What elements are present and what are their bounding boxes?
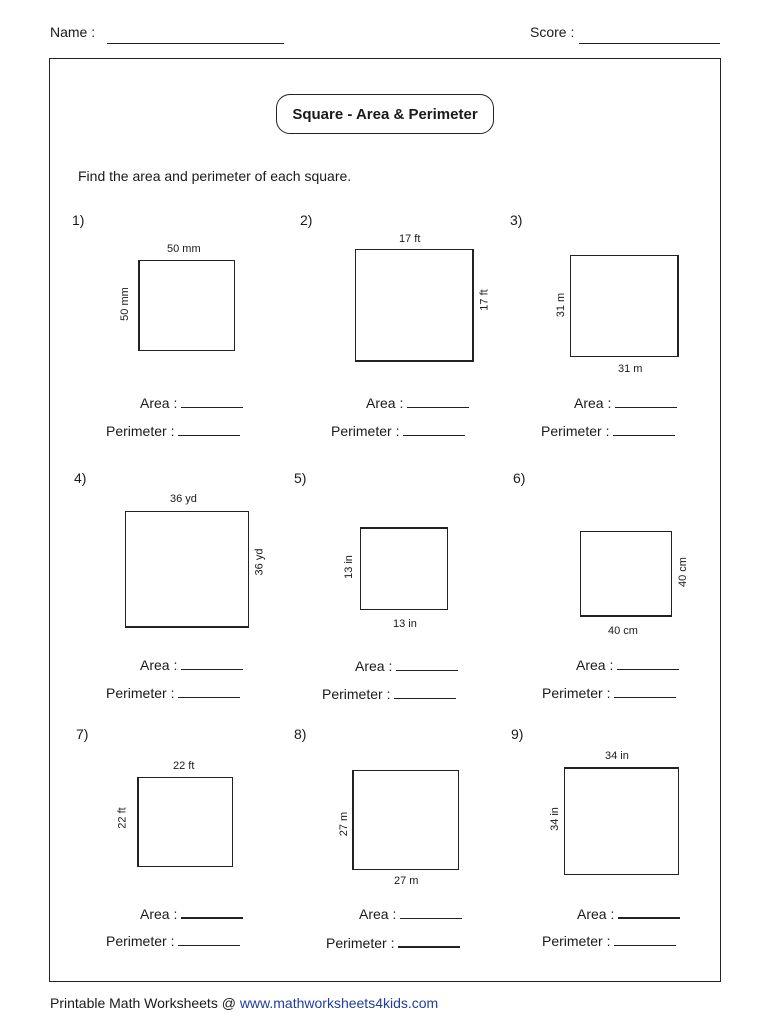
top-dimension: 50 mm [167, 243, 201, 255]
side-dimension: 31 m [555, 292, 568, 318]
footer-link[interactable]: www.mathworksheets4kids.com [239, 995, 439, 1011]
top-dimension: 17 ft [399, 233, 421, 245]
problem-number: 8) [294, 726, 307, 742]
problem-number: 1) [72, 212, 85, 228]
area-label: Area : [574, 395, 612, 411]
problem-number: 2) [300, 212, 313, 228]
score-label: Score : [530, 24, 575, 40]
problem-number: 3) [510, 212, 523, 228]
side-dimension: 27 m [338, 811, 351, 837]
area-label: Area : [140, 395, 178, 411]
bottom-dimension: 13 in [393, 618, 417, 630]
perimeter-blank[interactable] [394, 684, 456, 699]
name-field[interactable] [107, 43, 284, 44]
square-shape [125, 511, 249, 628]
side-dimension: 22 ft [116, 807, 129, 829]
area-label: Area : [359, 906, 397, 922]
square-shape [352, 770, 459, 870]
footer [50, 995, 438, 1011]
perimeter-label: Perimeter : [106, 685, 175, 701]
area-answer [140, 655, 243, 673]
square-shape [355, 249, 474, 362]
area-blank[interactable] [181, 903, 243, 919]
score-field[interactable] [579, 43, 720, 44]
side-dimension: 40 cm [676, 557, 689, 587]
perimeter-answer [106, 683, 240, 701]
square-shape [360, 527, 448, 610]
perimeter-answer [542, 683, 676, 701]
perimeter-answer [542, 931, 676, 949]
top-dimension: 22 ft [173, 760, 195, 772]
area-blank[interactable] [181, 393, 243, 408]
perimeter-blank[interactable] [178, 421, 240, 436]
perimeter-blank[interactable] [178, 683, 240, 698]
area-blank[interactable] [181, 655, 243, 670]
perimeter-blank[interactable] [614, 931, 676, 946]
top-dimension: 36 yd [170, 493, 197, 505]
area-answer [366, 393, 469, 411]
square-shape [564, 767, 679, 875]
problem-number: 6) [513, 470, 526, 486]
perimeter-label: Perimeter : [322, 686, 391, 702]
bottom-dimension: 40 cm [608, 625, 638, 637]
perimeter-label: Perimeter : [106, 933, 175, 949]
area-label: Area : [366, 395, 404, 411]
bottom-dimension: 31 m [618, 363, 643, 375]
perimeter-label: Perimeter : [326, 935, 395, 951]
area-answer [577, 903, 680, 922]
problem-number: 7) [76, 726, 89, 742]
perimeter-blank[interactable] [403, 421, 465, 436]
side-dimension: 13 in [342, 555, 355, 579]
perimeter-label: Perimeter : [331, 423, 400, 439]
perimeter-answer [326, 932, 460, 951]
perimeter-blank[interactable] [398, 932, 460, 948]
footer-text: Printable Math Worksheets @ [50, 995, 240, 1011]
area-answer [140, 903, 243, 922]
instructions: Find the area and perimeter of each square. [78, 168, 352, 184]
area-answer [576, 655, 679, 673]
area-answer [359, 904, 462, 922]
perimeter-blank[interactable] [178, 931, 240, 946]
perimeter-answer [331, 421, 465, 439]
area-answer [355, 656, 458, 674]
perimeter-answer [322, 684, 456, 702]
problem-number: 4) [74, 470, 87, 486]
area-label: Area : [576, 657, 614, 673]
side-dimension: 50 mm [118, 287, 131, 321]
perimeter-label: Perimeter : [542, 685, 611, 701]
perimeter-blank[interactable] [613, 421, 675, 436]
area-label: Area : [577, 906, 615, 922]
side-dimension: 36 yd [253, 548, 266, 576]
top-dimension: 34 in [605, 750, 629, 762]
bottom-dimension: 27 m [394, 875, 419, 887]
side-dimension: 17 ft [478, 289, 491, 311]
perimeter-label: Perimeter : [542, 933, 611, 949]
area-blank[interactable] [617, 655, 679, 670]
problem-number: 9) [511, 726, 524, 742]
perimeter-answer [541, 421, 675, 439]
square-shape [580, 531, 672, 617]
square-shape [570, 255, 679, 357]
area-label: Area : [355, 658, 393, 674]
perimeter-label: Perimeter : [541, 423, 610, 439]
square-shape [137, 777, 233, 867]
area-blank[interactable] [400, 904, 462, 919]
square-shape [138, 260, 235, 351]
perimeter-label: Perimeter : [106, 423, 175, 439]
perimeter-answer [106, 931, 240, 949]
area-blank[interactable] [407, 393, 469, 408]
area-blank[interactable] [618, 903, 680, 919]
name-label: Name : [50, 24, 96, 40]
area-answer [140, 393, 243, 411]
area-label: Area : [140, 906, 178, 922]
area-answer [574, 393, 677, 411]
worksheet-title: Square - Area & Perimeter [276, 94, 494, 134]
area-blank[interactable] [615, 393, 677, 408]
problem-number: 5) [294, 470, 307, 486]
perimeter-answer [106, 421, 240, 439]
perimeter-blank[interactable] [614, 683, 676, 698]
area-blank[interactable] [396, 656, 458, 671]
side-dimension: 34 in [548, 807, 561, 831]
area-label: Area : [140, 657, 178, 673]
